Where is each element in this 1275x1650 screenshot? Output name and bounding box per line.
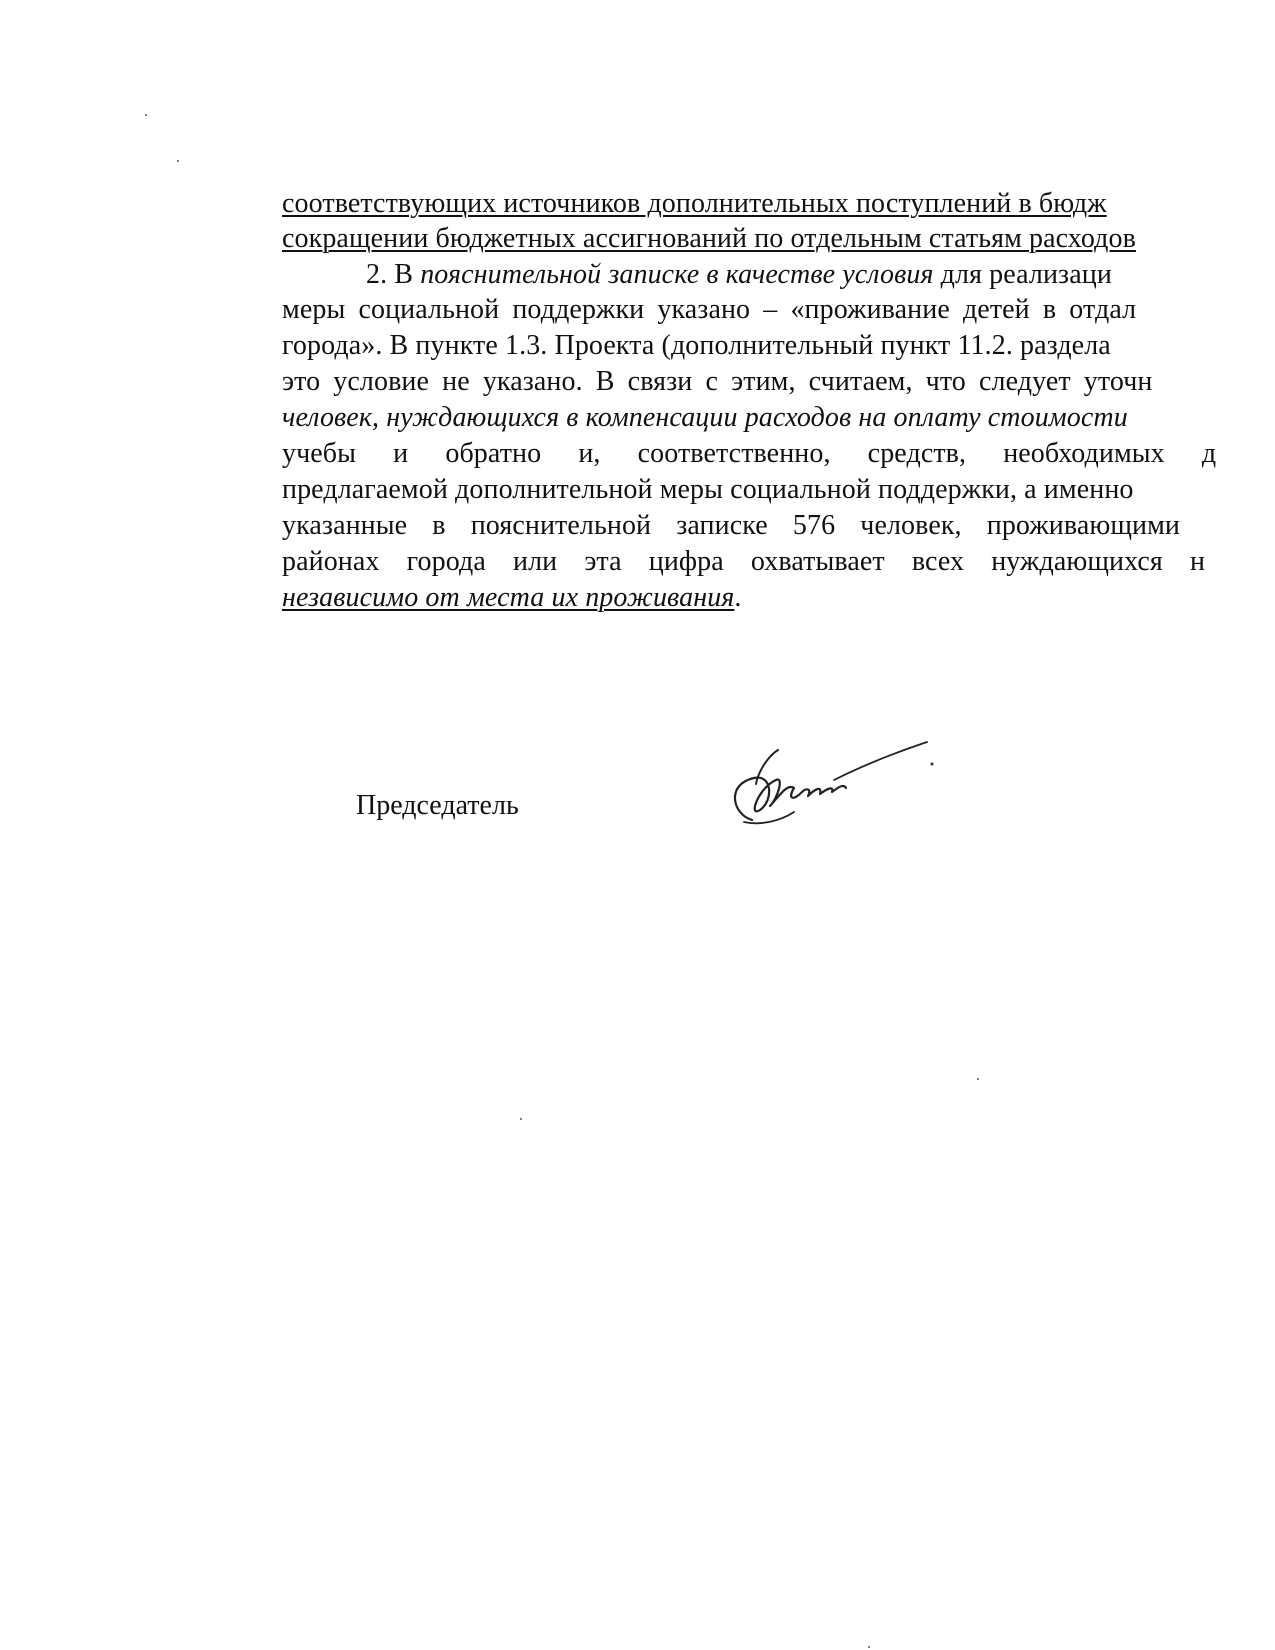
body-line-10: указанные в пояснительной записке 576 человек, проживающими: [282, 510, 1181, 541]
body-line-5: города». В пункте 1.3. Проекта (дополнительный пункт 11.2. раздела: [282, 330, 1111, 361]
period: .: [734, 582, 742, 613]
body-line-3: [366, 257, 1112, 293]
body-line-12: [282, 580, 742, 616]
handwritten-signature: [722, 722, 942, 842]
scan-speck: [868, 1646, 870, 1648]
body-line-2: сокращении бюджетных ассигнований по отдельным статьям расходов: [282, 223, 1136, 254]
body-line-4: меры социальной поддержки указано – «проживание детей в отдал: [282, 294, 1137, 325]
body-line-7: человек, нуждающихся в компенсации расходов на оплату стоимости: [282, 402, 1128, 433]
line-tail: для реализаци: [933, 259, 1112, 290]
scan-speck: [145, 114, 147, 116]
scan-speck: [520, 1118, 522, 1120]
italic-underlined-phrase: независимо от места их проживания: [282, 582, 735, 613]
scan-speck: [177, 160, 179, 162]
italic-phrase: пояснительной записке в качестве условия: [420, 259, 934, 290]
scan-speck: [977, 1078, 979, 1080]
body-line-9: предлагаемой дополнительной меры социальной поддержки, а именно: [282, 474, 1134, 505]
body-line-1: соответствующих источников дополнительных поступлений в бюдж: [282, 188, 1107, 219]
body-line-6: это условие не указано. В связи с этим, считаем, что следует уточн: [282, 366, 1153, 397]
signatory-title: Председатель: [356, 790, 519, 821]
body-line-8: учебы и обратно и, соответственно, средств, необходимых д: [282, 438, 1217, 469]
body-line-11: районах города или эта цифра охватывает всех нуждающихся н: [282, 546, 1206, 577]
paragraph-number: 2. В: [366, 259, 421, 290]
